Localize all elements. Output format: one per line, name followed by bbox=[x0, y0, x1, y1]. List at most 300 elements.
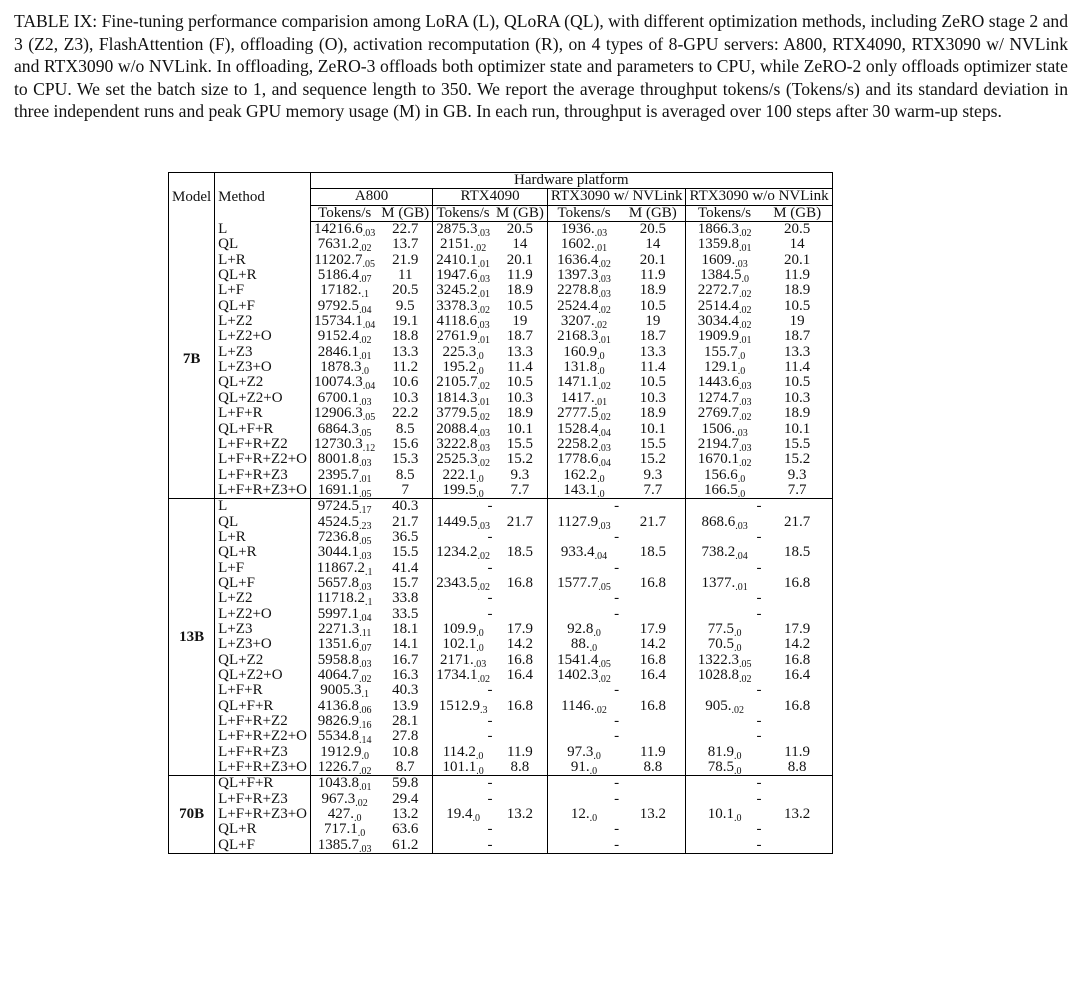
tokens-cell bbox=[547, 792, 686, 807]
tokens-cell bbox=[547, 282, 620, 301]
cell-value: 195.2 bbox=[442, 359, 477, 376]
method-cell: L+F+R+Z3+O bbox=[215, 483, 311, 499]
tokens-cell bbox=[433, 405, 493, 424]
memory-cell bbox=[763, 668, 832, 683]
tokens-cell bbox=[433, 359, 493, 378]
cell-value: 738.2 bbox=[701, 544, 736, 561]
memory-cell bbox=[763, 375, 832, 390]
cell-value: 1417. bbox=[560, 389, 595, 406]
table-row bbox=[169, 499, 833, 515]
memory-cell bbox=[620, 237, 686, 252]
cell-value: 14.1 bbox=[392, 636, 419, 653]
table-row bbox=[169, 406, 833, 421]
cell-value: 1734.1 bbox=[436, 667, 478, 683]
header-tokens: Tokens/s bbox=[433, 205, 493, 221]
cell-std: .03 bbox=[477, 442, 490, 454]
method-cell: L+R bbox=[215, 530, 311, 545]
memory-cell bbox=[378, 314, 432, 329]
cell-value: 101.1 bbox=[442, 759, 477, 776]
cell-value: 1351.6 bbox=[317, 636, 360, 653]
tokens-cell bbox=[547, 328, 620, 347]
tokens-cell bbox=[311, 607, 379, 622]
memory-cell bbox=[620, 360, 686, 375]
memory-cell bbox=[378, 637, 432, 652]
table-row bbox=[169, 545, 833, 560]
cell-std: .0 bbox=[476, 643, 484, 655]
cell-value: 3245.2 bbox=[436, 282, 478, 299]
cell-std: .02 bbox=[738, 458, 752, 470]
memory-cell bbox=[620, 515, 686, 530]
memory-cell bbox=[378, 283, 432, 298]
method-cell: L+Z3+O bbox=[215, 360, 311, 375]
method-cell: QL bbox=[215, 515, 311, 530]
tokens-cell bbox=[547, 359, 620, 378]
tokens-cell bbox=[433, 668, 493, 683]
cell-value: 12. bbox=[570, 806, 590, 823]
method-cell: L+F+R+Z2 bbox=[215, 437, 311, 452]
cell-value: 12730.3 bbox=[314, 435, 363, 452]
cell-std: .02 bbox=[738, 289, 752, 301]
cell-value: 40.3 bbox=[392, 682, 419, 699]
cell-value: 1359.8 bbox=[697, 236, 739, 253]
cell-value: 222.1 bbox=[442, 466, 477, 483]
cell-value: 4118.6 bbox=[436, 313, 478, 330]
cell-std: .01 bbox=[477, 335, 490, 347]
cell-std: .01 bbox=[477, 258, 490, 270]
cell-value: 10.5 bbox=[506, 297, 534, 314]
cell-value: 2088.4 bbox=[436, 420, 478, 437]
table-row bbox=[169, 468, 833, 483]
cell-value: 16.4 bbox=[639, 667, 666, 683]
tokens-cell bbox=[433, 345, 493, 360]
cell-value: 16.8 bbox=[639, 574, 666, 591]
memory-cell bbox=[763, 360, 832, 375]
memory-cell bbox=[378, 653, 432, 668]
cell-std: .02 bbox=[477, 551, 490, 563]
memory-cell bbox=[620, 329, 686, 344]
cell-std: .02 bbox=[359, 335, 372, 347]
cell-value: 129.1 bbox=[703, 359, 738, 376]
cell-value: 717.1 bbox=[324, 821, 358, 838]
tokens-cell bbox=[547, 437, 620, 452]
cell-value: - bbox=[487, 728, 493, 745]
cell-value: 2171. bbox=[439, 651, 474, 668]
tokens-cell bbox=[311, 792, 379, 807]
cell-value: - bbox=[487, 821, 493, 838]
method-cell: QL bbox=[215, 237, 311, 252]
tokens-cell bbox=[686, 499, 832, 515]
tokens-cell bbox=[311, 451, 379, 470]
memory-cell bbox=[763, 699, 832, 714]
tokens-cell bbox=[547, 222, 620, 238]
tokens-cell bbox=[311, 713, 379, 732]
cell-value: 11.9 bbox=[507, 267, 533, 284]
tokens-cell bbox=[686, 483, 763, 499]
cell-value: 1274.7 bbox=[697, 389, 739, 406]
cell-std: .04 bbox=[598, 427, 611, 439]
cell-value: 1636.4 bbox=[557, 251, 599, 268]
cell-std: .0 bbox=[597, 473, 605, 485]
cell-value: - bbox=[756, 821, 762, 838]
cell-std: .04 bbox=[598, 458, 611, 470]
cell-value: - bbox=[487, 605, 493, 622]
cell-value: 1670.1 bbox=[697, 451, 739, 468]
cell-value: 2272.7 bbox=[697, 282, 739, 299]
memory-cell bbox=[493, 622, 547, 637]
tokens-cell bbox=[433, 822, 548, 837]
cell-value: 1778.6 bbox=[557, 451, 599, 468]
cell-value: 22.7 bbox=[392, 221, 419, 238]
cell-std: .0 bbox=[597, 366, 605, 378]
tokens-cell bbox=[433, 622, 493, 637]
cell-std: .02 bbox=[477, 581, 490, 593]
memory-cell bbox=[378, 483, 432, 499]
cell-value: - bbox=[614, 713, 620, 730]
memory-cell bbox=[620, 637, 686, 652]
memory-cell bbox=[763, 545, 832, 560]
cell-value: 1506. bbox=[701, 420, 736, 437]
tokens-cell bbox=[433, 760, 493, 776]
method-cell: QL+Z2 bbox=[215, 653, 311, 668]
cell-value: 27.8 bbox=[392, 728, 419, 745]
tokens-cell bbox=[311, 267, 379, 286]
cell-std: .01 bbox=[594, 243, 608, 255]
header-mem: M (GB) bbox=[763, 205, 832, 221]
cell-value: 10.5 bbox=[784, 374, 811, 391]
memory-cell bbox=[378, 468, 432, 483]
memory-cell bbox=[620, 668, 686, 683]
cell-value: 18.7 bbox=[639, 328, 666, 345]
cell-std: .3 bbox=[479, 704, 488, 716]
memory-cell bbox=[763, 345, 832, 360]
cell-std: .01 bbox=[477, 289, 490, 301]
cell-value: - bbox=[756, 528, 762, 545]
cell-std: .05 bbox=[359, 488, 372, 500]
cell-value: 2258.2 bbox=[557, 435, 599, 452]
memory-cell bbox=[378, 576, 432, 591]
tokens-cell bbox=[311, 359, 379, 378]
tokens-cell bbox=[686, 683, 832, 698]
cell-value: 21.7 bbox=[784, 513, 811, 530]
table-caption: TABLE IX: Fine-tuning performance comparision among LoRA (L), QLoRA (QL), with different optimization methods, including ZeRO stage 2 and 3 (Z2, Z3), FlashAttention (F), offloading (O), activation recomputation (R), on 4 types of 8-GPU servers: A800, RTX4090, RTX3090 w/ NVLink and RTX3090 w/o NVLink. In offloading, ZeRO-3 offloads both optimizer state and parameters to CPU, while ZeRO-2 only offloads optimizer state to CPU. We set the batch size to 1, and sequence length to 350. We report the average throughput tokens/s (Tokens/s) and its standard deviation in three independent runs and peak GPU memory usage (M) in GB. In each run, throughput is averaged over 100 steps after 30 warm-up steps. bbox=[14, 11, 1068, 121]
memory-cell bbox=[493, 653, 547, 668]
tokens-cell bbox=[311, 699, 379, 714]
cell-value: 5657.8 bbox=[317, 574, 360, 591]
cell-std: .0 bbox=[475, 750, 484, 762]
cell-value: 2846.1 bbox=[317, 343, 360, 360]
tokens-cell bbox=[547, 576, 620, 591]
tokens-cell bbox=[433, 515, 493, 530]
cell-std: .1 bbox=[364, 566, 373, 578]
tokens-cell bbox=[311, 236, 379, 255]
memory-cell bbox=[378, 253, 432, 268]
cell-std: .1 bbox=[364, 597, 373, 609]
memory-cell bbox=[620, 268, 686, 283]
cell-value: 2105.7 bbox=[436, 374, 478, 391]
cell-value: 1691.1 bbox=[317, 481, 360, 498]
header-model: Model bbox=[169, 173, 215, 222]
cell-std: .03 bbox=[359, 581, 372, 593]
cell-value: 7.7 bbox=[510, 481, 530, 498]
cell-value: 61.2 bbox=[392, 836, 419, 853]
cell-value: 199.5 bbox=[442, 481, 477, 498]
cell-std: .0 bbox=[593, 750, 601, 762]
method-cell: L+Z2 bbox=[215, 591, 311, 606]
cell-value: 10.3 bbox=[639, 389, 666, 406]
tokens-cell bbox=[547, 714, 686, 729]
memory-cell bbox=[378, 822, 432, 837]
table-row bbox=[169, 714, 833, 729]
cell-value: 18.8 bbox=[392, 328, 419, 345]
cell-value: 20.1 bbox=[506, 251, 534, 268]
cell-std: .03 bbox=[735, 520, 748, 532]
cell-value: 6700.1 bbox=[317, 389, 360, 406]
cell-value: 2769.7 bbox=[697, 405, 739, 422]
tokens-cell bbox=[433, 313, 493, 332]
tokens-cell bbox=[686, 345, 763, 360]
memory-cell bbox=[763, 422, 832, 437]
memory-cell bbox=[620, 576, 686, 591]
cell-value: 13.3 bbox=[639, 343, 666, 360]
cell-value: 13.2 bbox=[392, 806, 419, 823]
tokens-cell bbox=[311, 838, 379, 854]
memory-cell bbox=[620, 422, 686, 437]
tokens-cell bbox=[686, 299, 763, 314]
tokens-cell bbox=[311, 682, 379, 701]
cell-std: .02 bbox=[738, 320, 752, 332]
tokens-cell bbox=[433, 282, 493, 301]
tokens-cell bbox=[686, 576, 763, 591]
cell-value: - bbox=[487, 682, 493, 699]
memory-cell bbox=[378, 838, 432, 854]
cell-value: - bbox=[614, 836, 620, 853]
cell-std: .02 bbox=[598, 381, 611, 393]
tokens-cell bbox=[547, 822, 686, 837]
tokens-cell bbox=[311, 468, 379, 483]
cell-std: .02 bbox=[477, 381, 490, 393]
cell-std: .0 bbox=[737, 473, 746, 485]
tokens-cell bbox=[547, 483, 620, 499]
memory-cell bbox=[378, 622, 432, 637]
cell-std: .0 bbox=[733, 766, 742, 778]
method-cell: L bbox=[215, 222, 311, 238]
cell-value: 1226.7 bbox=[317, 759, 360, 776]
cell-value: 1878.3 bbox=[320, 359, 362, 376]
tokens-cell bbox=[433, 299, 493, 314]
header-server-rtx3090-no-nvlink: RTX3090 w/o NVLink bbox=[686, 189, 832, 205]
cell-value: 2395.7 bbox=[317, 466, 360, 483]
cell-value: 15734.1 bbox=[314, 313, 363, 330]
cell-value: 15.3 bbox=[392, 451, 419, 468]
memory-cell bbox=[378, 760, 432, 776]
tokens-cell bbox=[686, 405, 763, 424]
cell-value: - bbox=[614, 728, 620, 745]
memory-cell bbox=[378, 561, 432, 576]
cell-value: 2343.5 bbox=[436, 574, 478, 591]
cell-std: .02 bbox=[738, 228, 752, 240]
cell-value: - bbox=[614, 682, 620, 699]
tokens-cell bbox=[311, 561, 379, 576]
cell-std: .03 bbox=[473, 658, 487, 670]
cell-value: 14216.6 bbox=[314, 221, 363, 238]
memory-cell bbox=[378, 714, 432, 729]
tokens-cell bbox=[686, 760, 763, 776]
memory-cell bbox=[493, 545, 547, 560]
table-row bbox=[169, 299, 833, 314]
cell-value: - bbox=[756, 559, 762, 576]
memory-cell bbox=[378, 406, 432, 421]
table-row bbox=[169, 314, 833, 329]
memory-cell bbox=[620, 468, 686, 483]
tokens-cell bbox=[686, 561, 832, 576]
method-cell: QL+Z2+O bbox=[215, 668, 311, 683]
cell-value: 15.7 bbox=[392, 574, 419, 591]
cell-value: 29.4 bbox=[392, 790, 419, 807]
tokens-cell bbox=[433, 776, 548, 792]
table-row bbox=[169, 838, 833, 854]
cell-value: 3378.3 bbox=[436, 297, 478, 314]
cell-value: 967.3 bbox=[321, 790, 356, 807]
memory-cell bbox=[378, 268, 432, 283]
tokens-cell bbox=[547, 636, 620, 655]
cell-value: - bbox=[614, 559, 620, 576]
table-row bbox=[169, 483, 833, 499]
tokens-cell bbox=[311, 391, 379, 406]
memory-cell bbox=[620, 391, 686, 406]
memory-cell bbox=[493, 268, 547, 283]
cell-value: - bbox=[614, 605, 620, 622]
cell-value: 12906.3 bbox=[314, 405, 363, 422]
cell-value: - bbox=[614, 775, 620, 792]
tokens-cell bbox=[311, 668, 379, 683]
cell-value: 10.5 bbox=[639, 374, 666, 391]
cell-value: 70.5 bbox=[707, 636, 734, 653]
cell-value: 14 bbox=[512, 236, 528, 253]
cell-std: .02 bbox=[359, 766, 372, 778]
model-cell: 70B bbox=[169, 776, 215, 854]
cell-value: - bbox=[487, 836, 493, 853]
method-cell: L+F+R+Z3 bbox=[215, 468, 311, 483]
tokens-cell bbox=[311, 345, 379, 360]
tokens-cell bbox=[686, 451, 763, 470]
memory-cell bbox=[493, 360, 547, 375]
tokens-cell bbox=[433, 838, 548, 854]
cell-std: .01 bbox=[738, 243, 752, 255]
table-row bbox=[169, 530, 833, 545]
tokens-cell bbox=[311, 282, 379, 301]
header-tokens: Tokens/s bbox=[686, 205, 763, 221]
tokens-cell bbox=[686, 359, 763, 378]
cell-value: 19 bbox=[789, 313, 805, 330]
memory-cell bbox=[763, 237, 832, 252]
cell-value: 9.3 bbox=[510, 466, 530, 483]
memory-cell bbox=[378, 530, 432, 545]
tokens-cell bbox=[686, 729, 832, 744]
cell-std: .0 bbox=[737, 488, 746, 500]
tokens-cell bbox=[311, 821, 379, 840]
table-row bbox=[169, 653, 833, 668]
cell-value: - bbox=[487, 590, 493, 607]
cell-value: 8.8 bbox=[643, 759, 663, 776]
cell-std: .01 bbox=[735, 581, 748, 593]
memory-cell bbox=[620, 745, 686, 760]
cell-value: 9152.4 bbox=[317, 328, 360, 345]
cell-value: 7236.8 bbox=[317, 528, 360, 545]
method-cell: L+R bbox=[215, 253, 311, 268]
cell-value: 36.5 bbox=[392, 528, 419, 545]
cell-std: .0 bbox=[597, 488, 605, 500]
memory-cell bbox=[493, 314, 547, 329]
cell-std: .01 bbox=[359, 473, 372, 485]
cell-value: 10.8 bbox=[392, 743, 419, 760]
cell-value: 1909.9 bbox=[697, 328, 739, 345]
cell-value: 10.1 bbox=[639, 420, 666, 437]
cell-value: - bbox=[756, 790, 762, 807]
cell-value: - bbox=[756, 682, 762, 699]
tokens-cell bbox=[686, 668, 763, 683]
tokens-cell bbox=[547, 745, 620, 760]
tokens-cell bbox=[686, 236, 763, 255]
memory-cell bbox=[763, 468, 832, 483]
tokens-cell bbox=[433, 499, 548, 515]
cell-std: .01 bbox=[477, 396, 490, 408]
cell-value: 16.7 bbox=[392, 651, 419, 668]
cell-value: 2194.7 bbox=[697, 435, 739, 452]
tokens-cell bbox=[311, 544, 379, 563]
table-row bbox=[169, 515, 833, 530]
cell-std: .12 bbox=[362, 442, 376, 454]
memory-cell bbox=[378, 345, 432, 360]
tokens-cell bbox=[433, 699, 493, 714]
cell-value: 81.9 bbox=[707, 743, 734, 760]
cell-std: .03 bbox=[477, 228, 490, 240]
table-row bbox=[169, 391, 833, 406]
cell-value: - bbox=[756, 775, 762, 792]
cell-std: .03 bbox=[359, 843, 372, 855]
tokens-cell bbox=[686, 838, 832, 854]
cell-std: .0 bbox=[472, 813, 480, 825]
cell-value: 10.1 bbox=[506, 420, 534, 437]
cell-std: .01 bbox=[359, 350, 372, 362]
cell-value: 4136.8 bbox=[317, 697, 360, 714]
cell-std: .02 bbox=[598, 674, 611, 685]
tokens-cell bbox=[433, 636, 493, 655]
memory-cell bbox=[763, 283, 832, 298]
cell-value: - bbox=[756, 605, 762, 622]
cell-value: 5958.8 bbox=[317, 651, 360, 668]
tokens-cell bbox=[433, 653, 493, 668]
cell-value: 14 bbox=[789, 236, 805, 253]
table-row bbox=[169, 268, 833, 283]
cell-value: 11867.2 bbox=[316, 559, 365, 576]
cell-std: .04 bbox=[359, 612, 372, 624]
cell-value: 19.4 bbox=[446, 806, 473, 823]
method-cell: L+F+R+Z3+O bbox=[215, 760, 311, 776]
cell-value: 20.5 bbox=[506, 221, 534, 238]
tokens-cell bbox=[433, 391, 493, 406]
memory-cell bbox=[620, 314, 686, 329]
cell-value: 16.8 bbox=[784, 651, 811, 668]
memory-cell bbox=[378, 729, 432, 744]
memory-cell bbox=[378, 391, 432, 406]
cell-std: .1 bbox=[361, 689, 370, 701]
cell-value: 19 bbox=[645, 313, 661, 330]
header-server-rtx3090-nvlink: RTX3090 w/ NVLink bbox=[547, 189, 686, 205]
header-mem: M (GB) bbox=[378, 205, 432, 221]
header-method: Method bbox=[215, 173, 311, 222]
cell-value: 1234.2 bbox=[436, 544, 478, 561]
method-cell: L+F+R+Z2+O bbox=[215, 452, 311, 467]
